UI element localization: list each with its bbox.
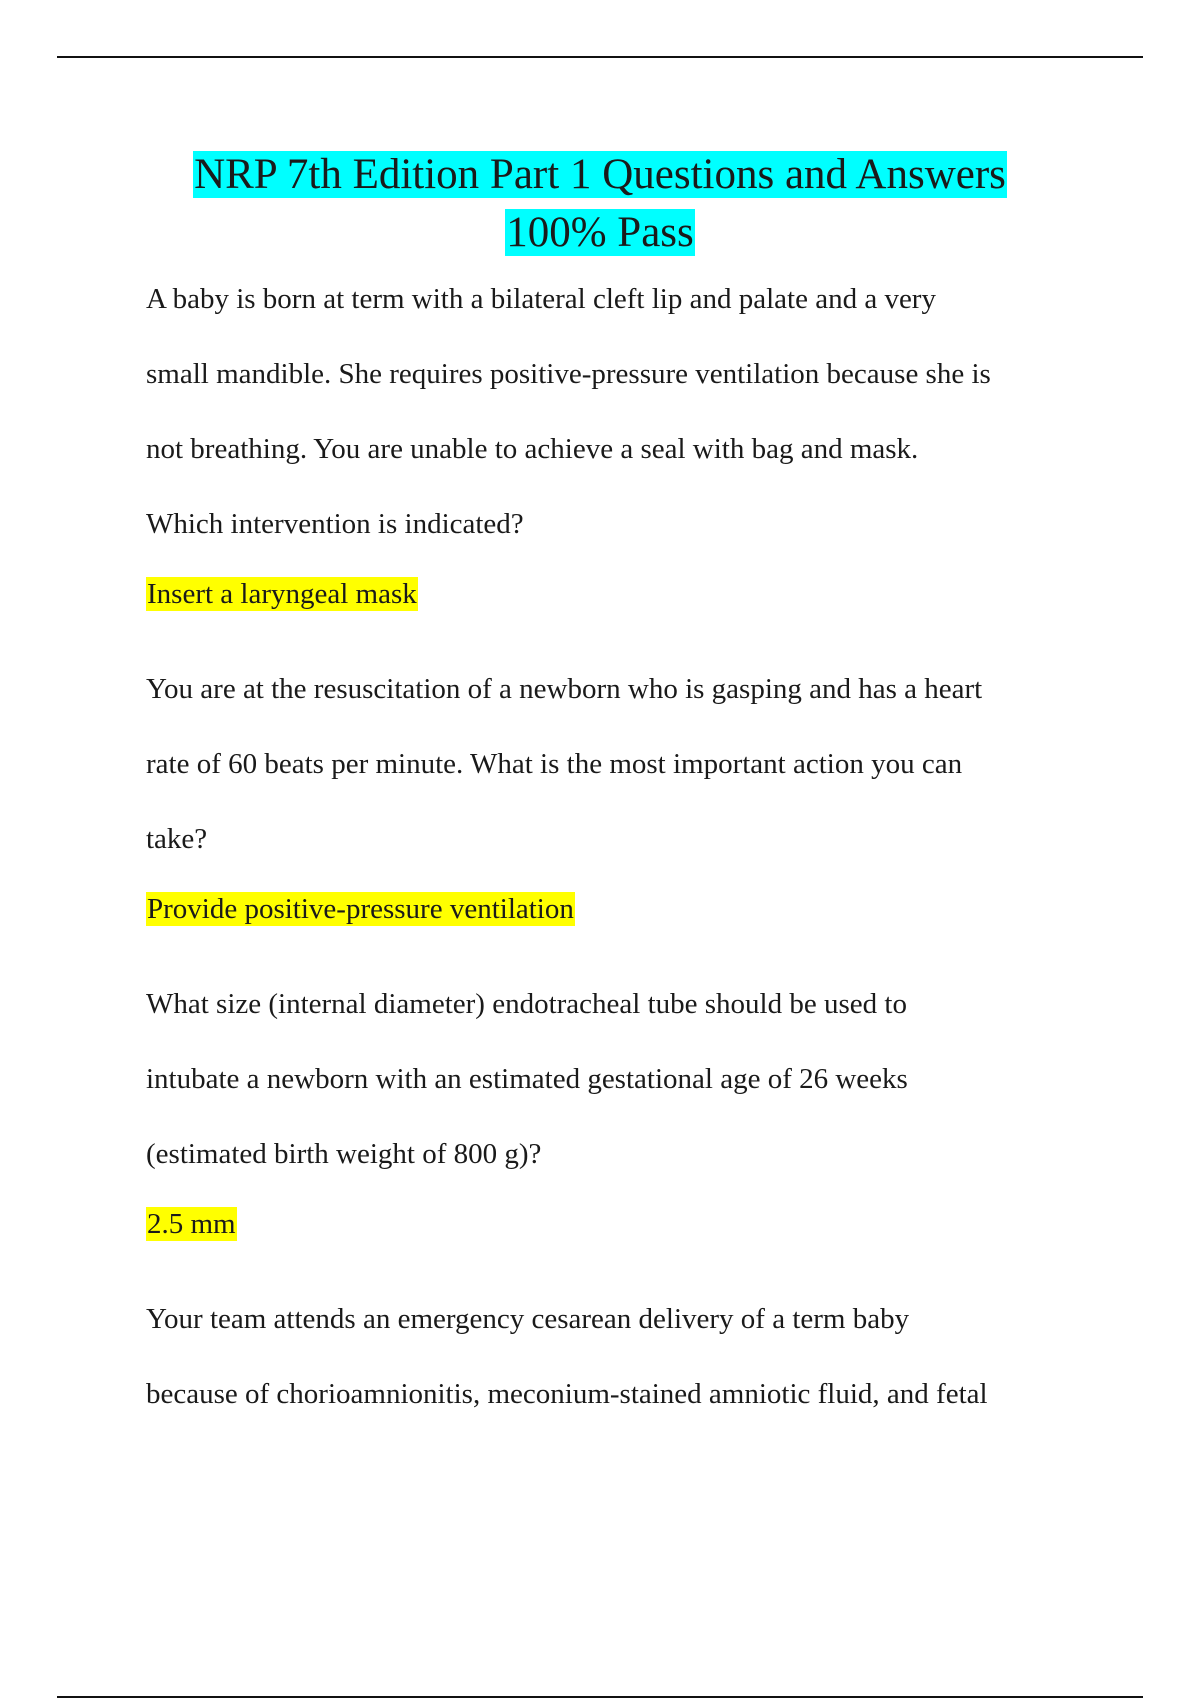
question-3 <box>146 967 1106 1192</box>
question-1 <box>146 262 1106 562</box>
question-line: intubate a newborn with an estimated gestational age of 26 weeks <box>146 1063 908 1095</box>
question-line: small mandible. She requires positive-pressure ventilation because she is <box>146 358 991 390</box>
answer-3 <box>146 1204 1106 1244</box>
question-line: Your team attends an emergency cesarean delivery of a term baby <box>146 1303 910 1335</box>
qa-content <box>146 262 1106 1432</box>
question-line: A baby is born at term with a bilateral cleft lip and palate and a very <box>146 283 936 315</box>
answer-2 <box>146 889 1106 929</box>
question-line: Which intervention is indicated? <box>146 508 524 540</box>
question-2 <box>146 652 1106 877</box>
top-rule <box>57 56 1143 58</box>
page-title <box>0 146 1200 262</box>
title-line-2: 100% Pass <box>506 209 694 256</box>
answer-highlight: 2.5 mm <box>147 1208 236 1240</box>
question-4 <box>146 1282 1106 1432</box>
answer-highlight: Provide positive-pressure ventilation <box>147 893 574 925</box>
question-line: What size (internal diameter) endotracheal tube should be used to <box>146 988 907 1020</box>
answer-highlight: Insert a laryngeal mask <box>147 578 417 610</box>
bottom-rule <box>57 1696 1143 1698</box>
title-line-1: NRP 7th Edition Part 1 Questions and Answers <box>194 151 1006 198</box>
qa-item-2 <box>146 652 1106 929</box>
question-line: take? <box>146 823 208 855</box>
question-line: because of chorioamnionitis, meconium-stained amniotic fluid, and fetal <box>146 1378 988 1410</box>
question-line: not breathing. You are unable to achieve a seal with bag and mask. <box>146 433 919 465</box>
qa-item-1 <box>146 262 1106 614</box>
question-line: You are at the resuscitation of a newborn who is gasping and has a heart <box>146 673 983 705</box>
answer-1 <box>146 574 1106 614</box>
qa-item-3 <box>146 967 1106 1244</box>
question-line: (estimated birth weight of 800 g)? <box>146 1138 542 1170</box>
question-line: rate of 60 beats per minute. What is the most important action you can <box>146 748 963 780</box>
qa-item-4 <box>146 1282 1106 1432</box>
